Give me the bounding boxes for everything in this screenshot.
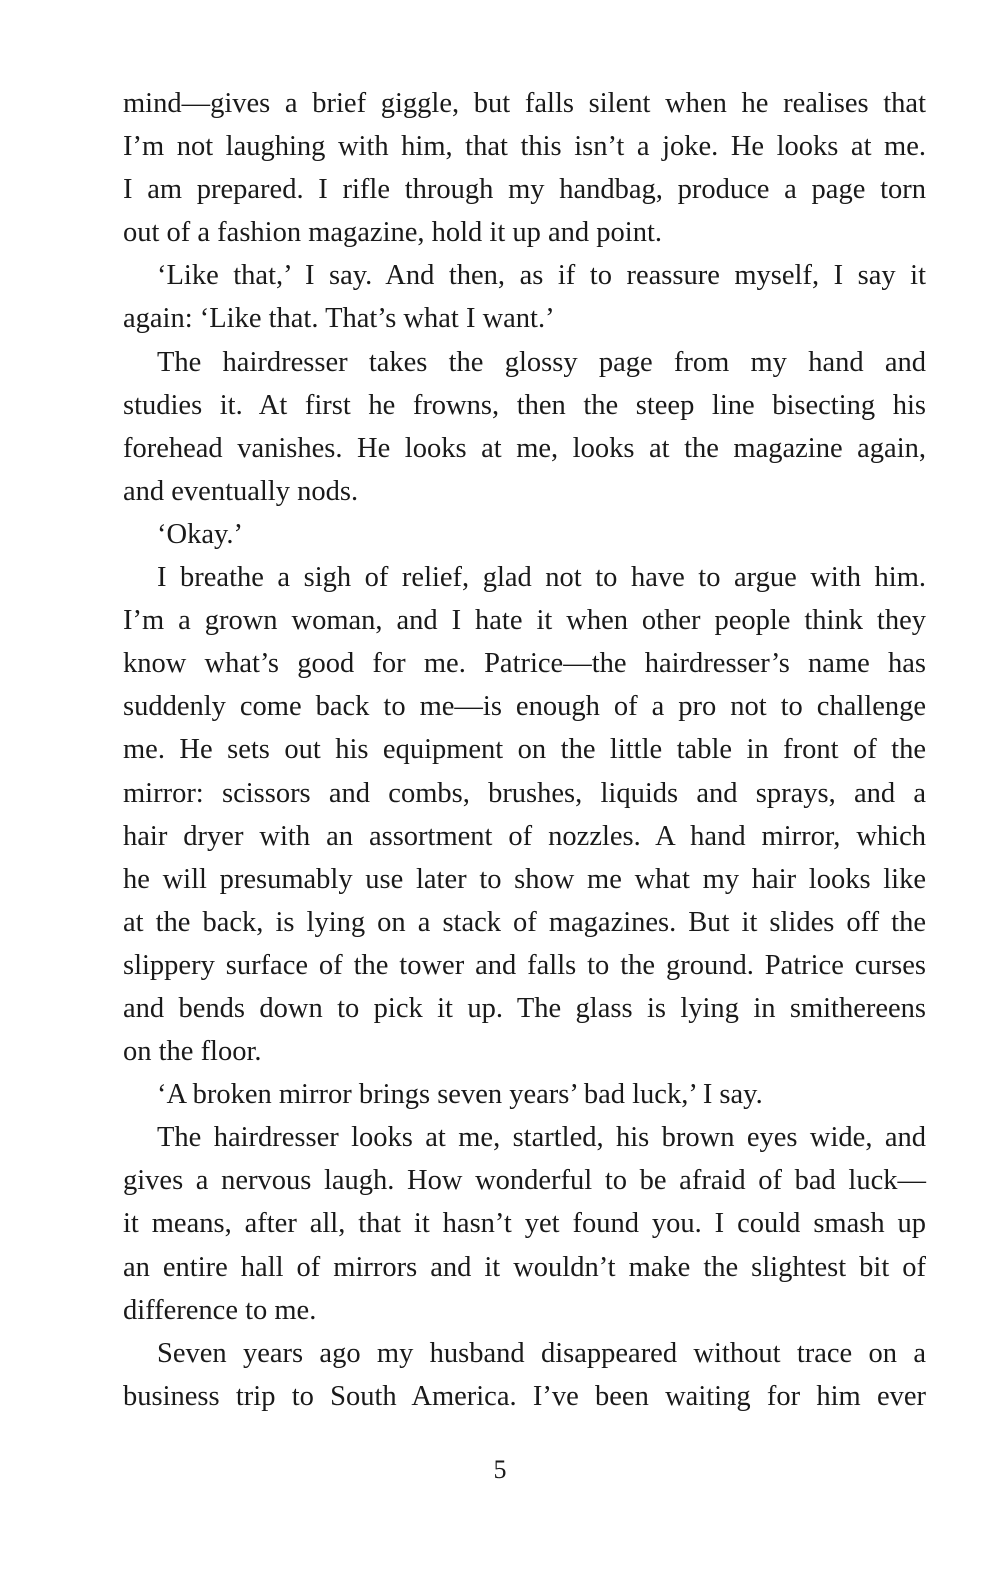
text-line: The hairdresser looks at me, startled, his brown eyes wide, and: [157, 1122, 926, 1154]
text-line: ‘A broken mirror brings seven years’ bad luck,’ I say.: [157, 1079, 763, 1111]
text-line: and bends down to pick it up. The glass is lying in smithereens: [123, 992, 926, 1024]
text-line: out of a fashion magazine, hold it up and point.: [123, 217, 663, 249]
text-line: I’m a grown woman, and I hate it when other people think they: [123, 605, 926, 637]
text-line: Seven years ago my husband disappeared without trace on a: [157, 1337, 926, 1369]
text-line: on the floor.: [123, 1036, 262, 1068]
text-line: me. He sets out his equipment on the little table in front of the: [123, 734, 926, 766]
text-line: I’m not laughing with him, that this isn’t a joke. He looks at me.: [123, 131, 926, 163]
text-line: again: ‘Like that. That’s what I want.’: [123, 303, 555, 335]
text-line: gives a nervous laugh. How wonderful to be afraid of bad luck—: [123, 1165, 926, 1197]
text-line: I am prepared. I rifle through my handbag, produce a page torn: [123, 174, 926, 206]
text-line: and eventually nods.: [123, 475, 359, 507]
text-line: studies it. At first he frowns, then the steep line bisecting his: [123, 389, 926, 421]
text-line: he will presumably use later to show me what my hair looks like: [123, 863, 926, 895]
page-body: [123, 82, 926, 1418]
text-line: it means, after all, that it hasn’t yet found you. I could smash up: [123, 1208, 926, 1240]
text-line: mind—gives a brief giggle, but falls silent when he realises that: [123, 88, 926, 119]
text-line: business trip to South America. I’ve been waiting for him ever: [123, 1380, 926, 1412]
text-line: an entire hall of mirrors and it wouldn’t make the slightest bit of: [123, 1251, 926, 1283]
page-number: 5: [493, 1455, 507, 1484]
text-line: ‘Like that,’ I say. And then, as if to reassure myself, I say it: [157, 260, 926, 292]
text-line: at the back, is lying on a stack of magazines. But it slides off the: [123, 906, 926, 938]
text-line: hair dryer with an assortment of nozzles. A hand mirror, which: [123, 820, 926, 852]
text-line: difference to me.: [123, 1294, 317, 1326]
text-line: The hairdresser takes the glossy page from my hand and: [157, 346, 926, 378]
text-line: suddenly come back to me—is enough of a pro not to challenge: [123, 691, 926, 723]
text-line: slippery surface of the tower and falls to the ground. Patrice curses: [123, 949, 926, 981]
text-line: ‘Okay.’: [157, 518, 243, 550]
text-line: know what’s good for me. Patrice—the hairdresser’s name has: [123, 648, 926, 680]
text-line: forehead vanishes. He looks at me, looks at the magazine again,: [123, 432, 926, 464]
text-line: mirror: scissors and combs, brushes, liquids and sprays, and a: [123, 777, 926, 809]
text-line: I breathe a sigh of relief, glad not to have to argue with him.: [157, 562, 926, 594]
